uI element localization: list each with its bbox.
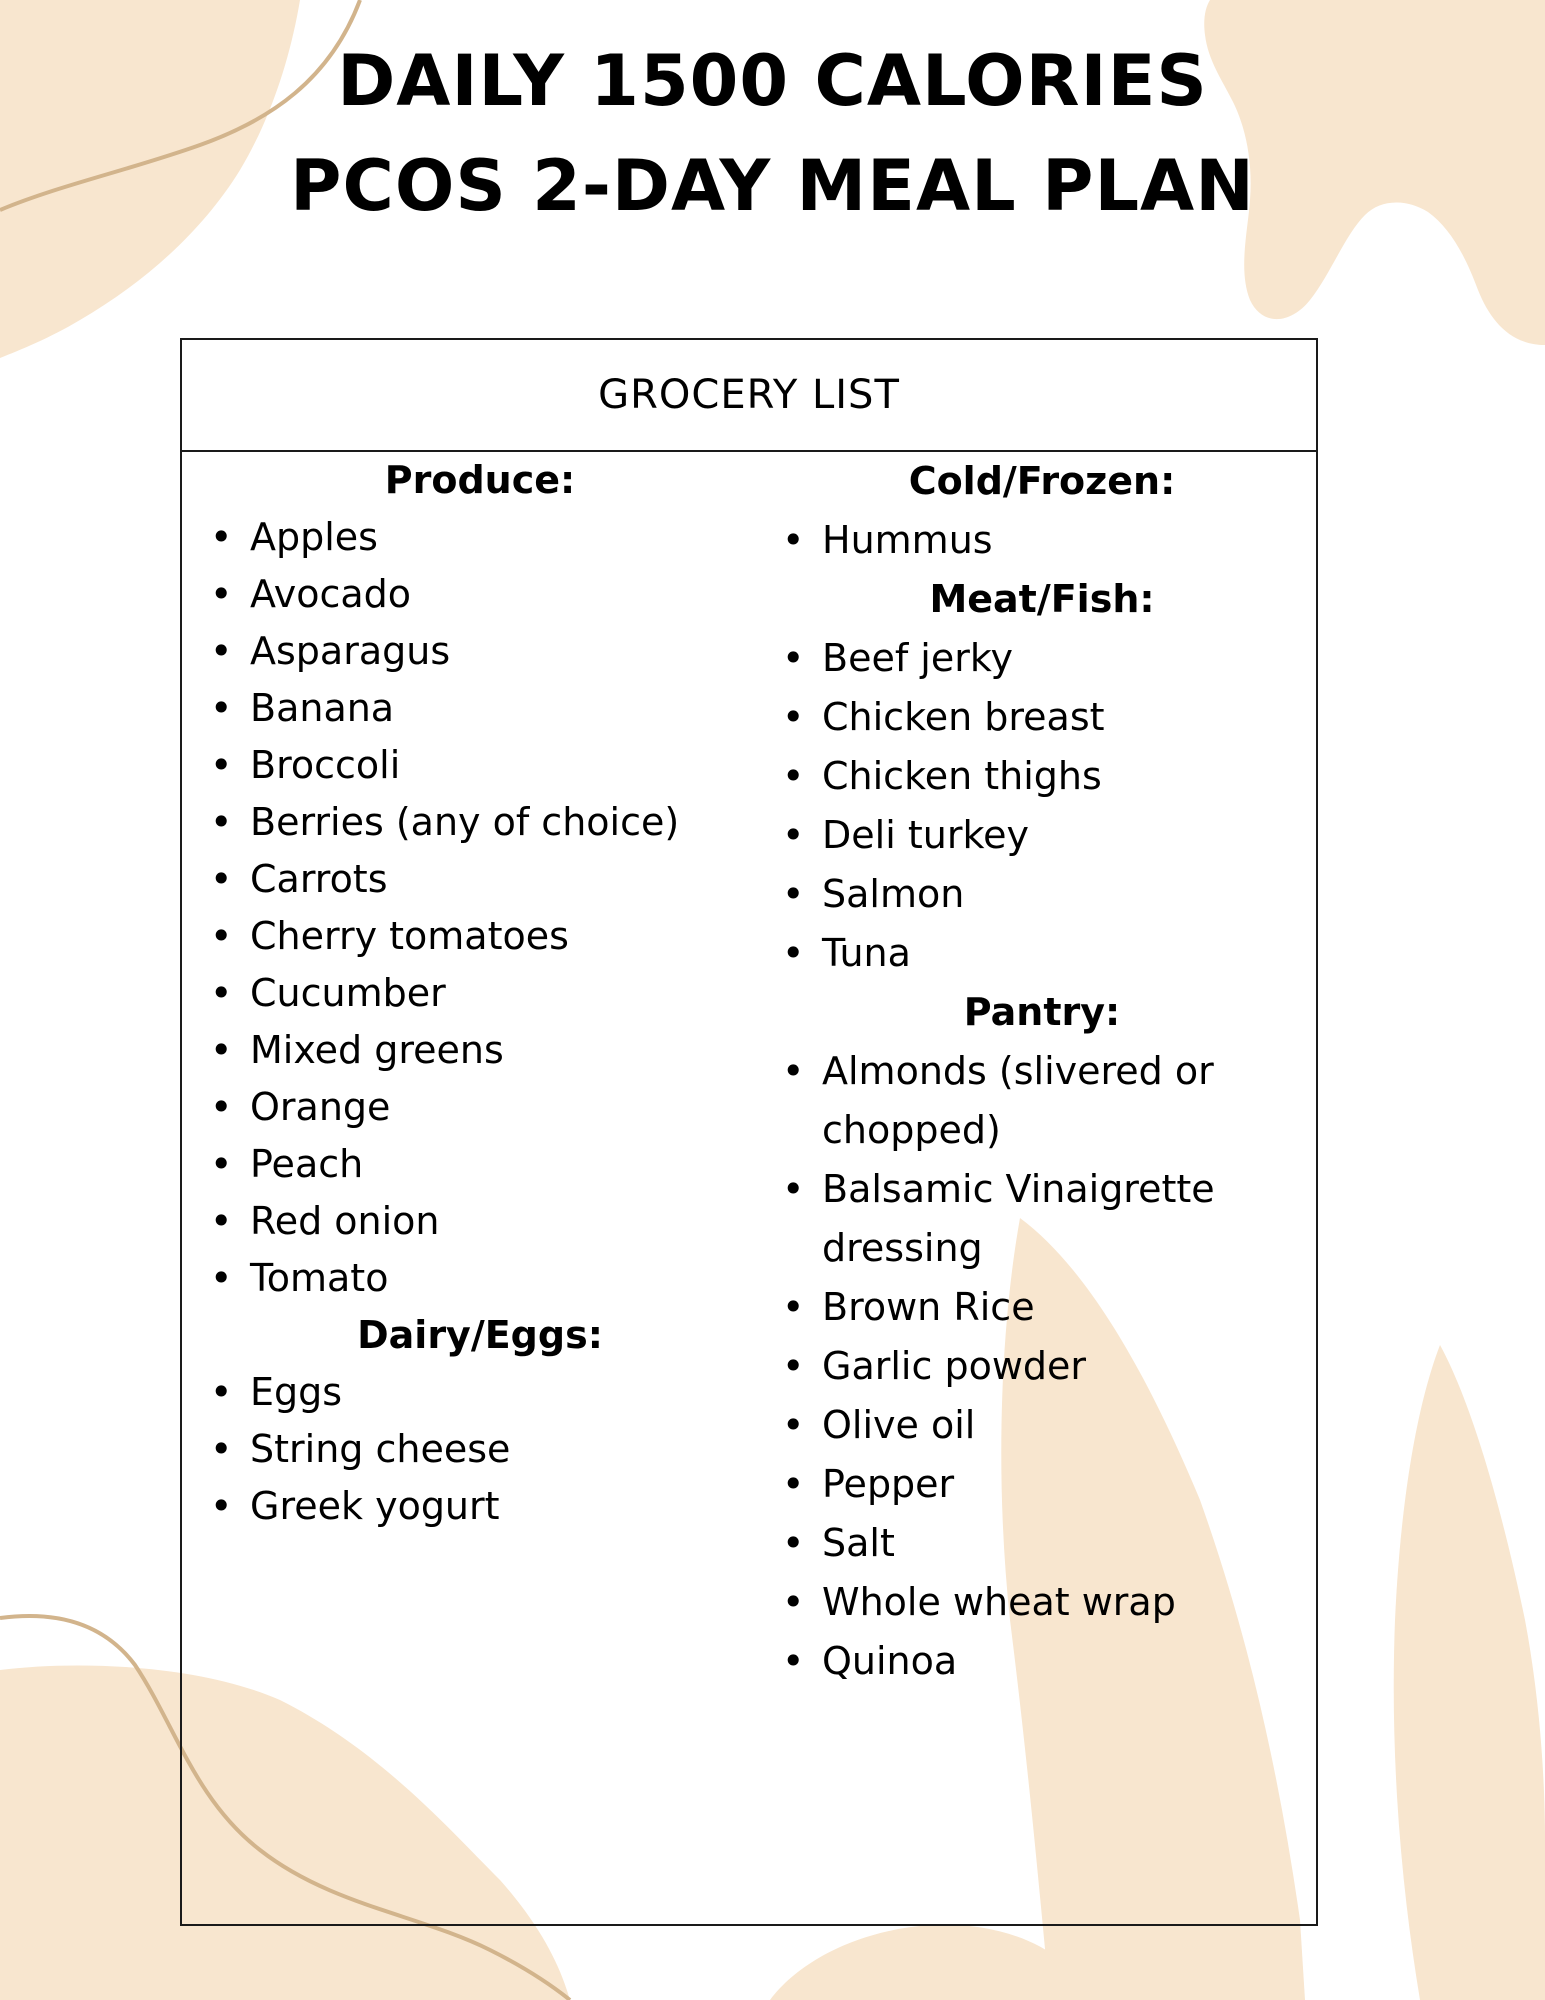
grocery-column-right	[782, 452, 1302, 1691]
section-heading-produce: Produce:	[384, 458, 576, 502]
list-item	[782, 1160, 1302, 1278]
list-item-text: Tuna	[822, 931, 911, 975]
list-item	[782, 1042, 1302, 1160]
item-list-produce	[210, 509, 750, 1307]
list-item	[210, 623, 750, 680]
list-item-text: Red onion	[250, 1199, 440, 1243]
grocery-column-left	[210, 452, 750, 1535]
list-item-text: Tomato	[250, 1256, 389, 1300]
list-item	[782, 688, 1302, 747]
list-item	[210, 794, 750, 851]
list-item	[782, 806, 1302, 865]
section-heading-cold-frozen: Cold/Frozen:	[908, 459, 1176, 503]
item-list-meat-fish	[782, 629, 1302, 983]
list-item	[210, 1478, 750, 1535]
list-item-text: Deli turkey	[822, 813, 1029, 857]
list-item	[782, 1337, 1302, 1396]
list-item-text: Olive oil	[822, 1403, 976, 1447]
bullet-icon: •	[210, 1028, 233, 1072]
list-item	[210, 1079, 750, 1136]
bullet-icon: •	[782, 931, 805, 975]
section-heading-dairy-eggs: Dairy/Eggs:	[357, 1313, 603, 1357]
list-item-text: Quinoa	[822, 1639, 958, 1683]
list-item	[210, 566, 750, 623]
list-item	[782, 747, 1302, 806]
bullet-icon: •	[210, 971, 233, 1015]
bullet-icon: •	[210, 1370, 233, 1414]
list-item-text: Eggs	[250, 1370, 343, 1414]
bullet-icon: •	[210, 1427, 233, 1471]
bullet-icon: •	[782, 1344, 805, 1388]
bullet-icon: •	[782, 1521, 805, 1565]
list-item	[782, 1632, 1302, 1691]
bullet-icon: •	[782, 518, 805, 562]
list-item	[210, 965, 750, 1022]
list-item-text: String cheese	[250, 1427, 511, 1471]
list-item	[210, 1250, 750, 1307]
list-item	[782, 629, 1302, 688]
list-item-text: Greek yogurt	[250, 1484, 500, 1528]
list-item	[210, 509, 750, 566]
bullet-icon: •	[210, 857, 233, 901]
list-item	[782, 511, 1302, 570]
list-item	[782, 924, 1302, 983]
list-item	[210, 1364, 750, 1421]
bullet-icon: •	[782, 695, 805, 739]
list-item-text: Peach	[250, 1142, 364, 1186]
list-item	[782, 1455, 1302, 1514]
list-item-text: Hummus	[822, 518, 993, 562]
bullet-icon: •	[210, 800, 233, 844]
bullet-icon: •	[210, 629, 233, 673]
section-heading-pantry: Pantry:	[963, 990, 1121, 1034]
list-item-text: Almonds (slivered or chopped)	[822, 1049, 1214, 1152]
list-item	[210, 1022, 750, 1079]
grocery-list-header: GROCERY LIST	[182, 340, 1316, 452]
list-item-text: Whole wheat wrap	[822, 1580, 1176, 1624]
list-item-text: Apples	[250, 515, 378, 559]
list-item-text: Orange	[250, 1085, 391, 1129]
bullet-icon: •	[782, 1639, 805, 1683]
page-title-line-1: DAILY 1500 CALORIES	[337, 40, 1208, 122]
item-list-pantry	[782, 1042, 1302, 1691]
bullet-icon: •	[210, 1142, 233, 1186]
list-item-text: Asparagus	[250, 629, 451, 673]
bullet-icon: •	[782, 872, 805, 916]
list-item-text: Chicken breast	[822, 695, 1105, 739]
bullet-icon: •	[210, 1085, 233, 1129]
bullet-icon: •	[210, 686, 233, 730]
list-item	[782, 865, 1302, 924]
bullet-icon: •	[210, 1256, 233, 1300]
bullet-icon: •	[782, 1167, 805, 1211]
list-item	[210, 737, 750, 794]
list-item-text: Mixed greens	[250, 1028, 504, 1072]
bullet-icon: •	[782, 636, 805, 680]
list-item	[782, 1514, 1302, 1573]
list-item-text: Banana	[250, 686, 395, 730]
bullet-icon: •	[782, 1462, 805, 1506]
list-item	[210, 851, 750, 908]
list-item	[782, 1278, 1302, 1337]
bullet-icon: •	[210, 515, 233, 559]
item-list-dairy-eggs	[210, 1364, 750, 1535]
list-item-text: Salt	[822, 1521, 895, 1565]
bullet-icon: •	[782, 1403, 805, 1447]
list-item-text: Beef jerky	[822, 636, 1013, 680]
list-item-text: Avocado	[250, 572, 412, 616]
page-title-line-2: PCOS 2-DAY MEAL PLAN	[290, 145, 1255, 227]
list-item-text: Cucumber	[250, 971, 446, 1015]
list-item-text: Garlic powder	[822, 1344, 1087, 1388]
list-item-text: Salmon	[822, 872, 965, 916]
list-item-text: Balsamic Vinaigrette dressing	[822, 1167, 1215, 1270]
bullet-icon: •	[782, 813, 805, 857]
blob-right-edge-leaf	[1394, 1345, 1545, 2000]
bullet-icon: •	[210, 743, 233, 787]
section-heading-meat-fish: Meat/Fish:	[929, 577, 1155, 621]
item-list-cold-frozen	[782, 511, 1302, 570]
list-item-text: Cherry tomatoes	[250, 914, 569, 958]
list-item	[210, 1136, 750, 1193]
list-item-text: Pepper	[822, 1462, 955, 1506]
list-item	[782, 1573, 1302, 1632]
bullet-icon: •	[210, 1199, 233, 1243]
list-item-text: Broccoli	[250, 743, 401, 787]
bullet-icon: •	[782, 1049, 805, 1093]
bullet-icon: •	[782, 1285, 805, 1329]
list-item-text: Carrots	[250, 857, 388, 901]
bullet-icon: •	[782, 1580, 805, 1624]
list-item	[210, 1421, 750, 1478]
list-item	[210, 680, 750, 737]
list-item	[210, 1193, 750, 1250]
bullet-icon: •	[210, 572, 233, 616]
bullet-icon: •	[782, 754, 805, 798]
list-item	[782, 1396, 1302, 1455]
bullet-icon: •	[210, 914, 233, 958]
list-item	[210, 908, 750, 965]
grocery-list-card	[180, 338, 1318, 1926]
bullet-icon: •	[210, 1484, 233, 1528]
list-item-text: Chicken thighs	[822, 754, 1102, 798]
list-item-text: Brown Rice	[822, 1285, 1035, 1329]
list-item-text: Berries (any of choice)	[250, 800, 680, 844]
